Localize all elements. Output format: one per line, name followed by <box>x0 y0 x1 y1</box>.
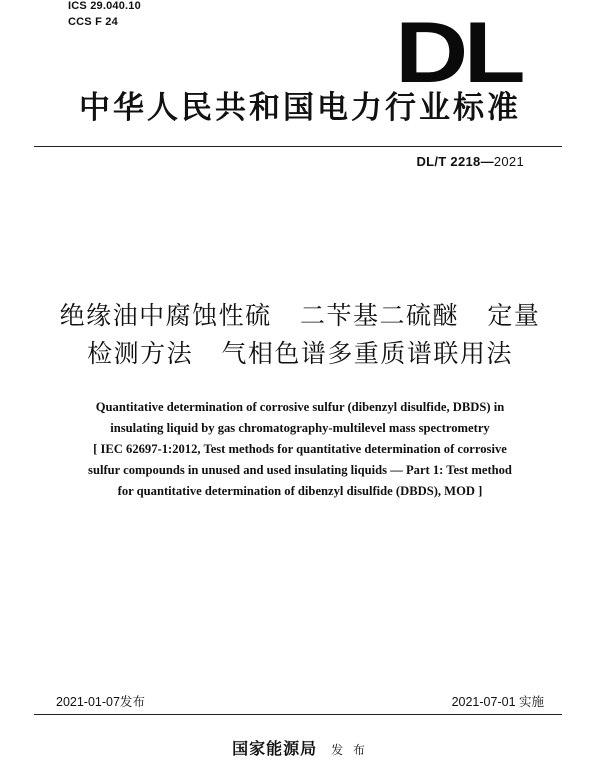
issuer <box>0 736 600 759</box>
english-title-line: sulfur compounds in unused and used insulating liquids — Part 1: Test method <box>88 463 512 477</box>
english-title-line: [ IEC 62697-1:2012, Test methods for quantitative determination of corrosive <box>93 442 507 456</box>
top-divider <box>34 146 562 147</box>
issuer-name: 国家能源局 <box>232 739 318 758</box>
standard-number <box>416 154 524 169</box>
bottom-divider <box>34 714 562 715</box>
ccs-code: CCS F 24 <box>68 16 118 28</box>
chinese-title-line-2: 检测方法 气相色谱多重质谱联用法 <box>87 339 513 368</box>
issuer-verb: 发 布 <box>331 743 368 757</box>
english-title-line: for quantitative determination of dibenzyl disulfide (DBDS), MOD ] <box>117 484 483 498</box>
standard-number-dash: — <box>480 154 494 169</box>
english-title-line: insulating liquid by gas chromatography-multilevel mass spectrometry <box>110 421 490 435</box>
standard-category-title: 中华人民共和国电力行业标准 <box>79 90 521 126</box>
dl-logo: DL <box>395 5 521 101</box>
standard-number-year: 2021 <box>493 154 524 169</box>
ics-code: ICS 29.040.10 <box>68 0 141 12</box>
standard-number-prefix: DL/T 2218 <box>416 154 481 169</box>
publish-date: 2021-01-07发布 <box>56 695 145 709</box>
english-title <box>40 397 560 502</box>
chinese-title-line-1: 绝缘油中腐蚀性硫 二苄基二硫醚 定量 <box>59 301 541 330</box>
english-title-line: Quantitative determination of corrosive sulfur (dibenzyl disulfide, DBDS) in <box>95 400 505 414</box>
implement-date: 2021-07-01 实施 <box>451 695 544 709</box>
